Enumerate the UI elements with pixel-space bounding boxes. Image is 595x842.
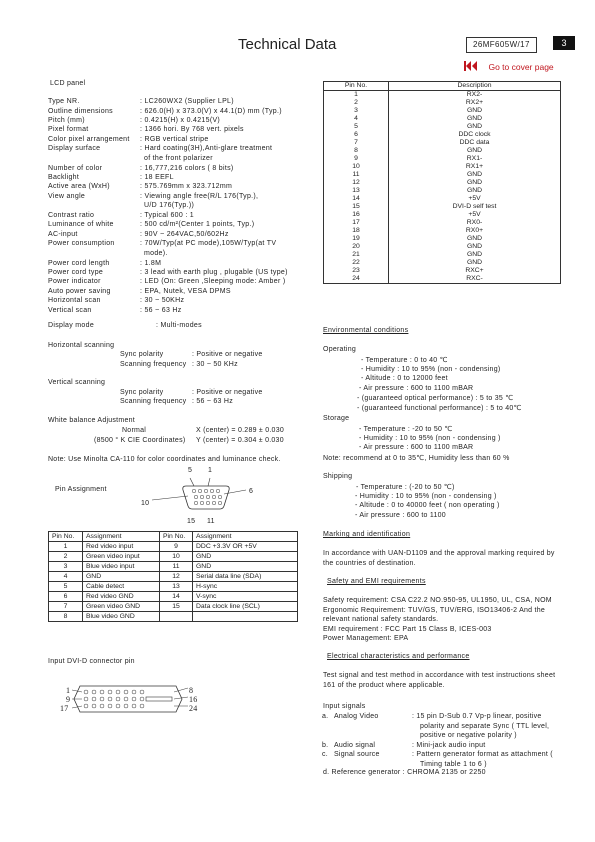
- input-key: a.: [322, 713, 329, 720]
- dvi-pin-24-label: 24: [189, 704, 198, 713]
- list-line: - Altitude : 0 to 40000 feet ( non operating ): [355, 502, 500, 510]
- dvi-pin-1-label: 1: [66, 686, 71, 695]
- wb-cie-label: (8500 ° K CIE Coordinates): [94, 437, 186, 444]
- dvi-table-row: [324, 179, 561, 187]
- dvi-table-row: [324, 139, 561, 147]
- spec-label: Power cord length: [48, 260, 110, 267]
- electrical-line-1: Test signal and test method in accordance with test instructions sheet: [323, 672, 556, 679]
- vga-table-cell: 8: [49, 612, 83, 622]
- spec-row: [48, 240, 276, 247]
- input-key: b.: [322, 742, 329, 749]
- spec-value: : 30 ~ 50KHz: [140, 297, 185, 304]
- spec-value: : 1.8M: [140, 260, 162, 267]
- dvi-table-row: [324, 203, 561, 211]
- vga-table-cell: 12: [160, 572, 193, 582]
- vga-table-row: [49, 562, 298, 572]
- spec-row: [48, 212, 194, 219]
- dvi-table-row: [324, 171, 561, 179]
- list-line: - Air pressure : 600 to 1100 mBAR: [359, 444, 474, 452]
- vscan-polarity-value: : Positive or negative: [192, 389, 263, 396]
- dvi-table-cell: 3: [324, 107, 389, 115]
- vga-table-cell: H-sync: [193, 582, 298, 592]
- spec-label: Contrast ratio: [48, 212, 95, 219]
- input-value: : Mini-jack audio input: [412, 742, 486, 749]
- dvi-table-cell: 14: [324, 195, 389, 203]
- spec-label: Pixel format: [48, 126, 89, 133]
- spec-label: Active area (WxH): [48, 183, 110, 190]
- vga-pin-table: [48, 531, 298, 622]
- dvi-table-cell: 22: [324, 259, 389, 267]
- dvi-table-cell: 11: [324, 171, 389, 179]
- vga-table-cell: 11: [160, 562, 193, 572]
- dvi-table-cell: RX0+: [389, 227, 561, 235]
- dvi-table-cell: RX0-: [389, 219, 561, 227]
- dvi-table-row: [324, 91, 561, 100]
- dvi-table-row: [324, 275, 561, 284]
- spec-label: Vertical scan: [48, 307, 92, 314]
- dvi-label: Input DVI-D connector pin: [48, 658, 135, 665]
- spec-value: : 70W/Typ(at PC mode),105W/Typ(at TV: [140, 240, 277, 247]
- spec-value: : 3 lead with earth plug , plugable (US type): [140, 269, 288, 276]
- list-line: relevant national safety standards.: [323, 616, 439, 624]
- dvi-table-cell: RX2+: [389, 99, 561, 107]
- spec-value: : 56 ~ 63 Hz: [140, 307, 182, 314]
- vga-table-cell: GND: [83, 572, 160, 582]
- vga-pin-11-label: 11: [207, 518, 215, 525]
- vga-table-cell: V-sync: [193, 592, 298, 602]
- vga-pin-10-label: 10: [141, 500, 150, 507]
- dvi-table-cell: 16: [324, 211, 389, 219]
- spec-row: [48, 307, 182, 314]
- cover-link-label: Go to cover page: [488, 62, 554, 72]
- dvi-table-cell: 8: [324, 147, 389, 155]
- vga-table-cell: Cable detect: [83, 582, 160, 592]
- vscan-polarity-label: Sync polarity: [120, 389, 164, 396]
- env-heading: Environmental conditions: [323, 327, 409, 334]
- vga-table-cell: DDC +3.3V OR +5V: [193, 542, 298, 552]
- list-line: - Temperature : -20 to 50 ℃: [359, 426, 453, 433]
- spec-value: : 16,777,216 colors ( 8 bits): [140, 165, 234, 172]
- vga-table-header: Assignment: [193, 532, 298, 542]
- dvi-table-header: Pin No.: [324, 82, 389, 91]
- dvi-table-cell: GND: [389, 107, 561, 115]
- spec-value: : Typical 600 : 1: [140, 212, 195, 219]
- dvi-table-row: [324, 123, 561, 131]
- list-line: - Temperature : (-20 to 50 ℃): [356, 484, 455, 491]
- dvi-table-cell: 21: [324, 251, 389, 259]
- marking-line-1: In accordance with UAN-D1109 and the approval marking required by: [323, 550, 555, 557]
- dvi-table-row: [324, 267, 561, 275]
- dvi-table-cell: RX1+: [389, 163, 561, 171]
- dvi-table-row: [324, 235, 561, 243]
- spec-row: [48, 117, 220, 124]
- spec-row: [48, 231, 229, 238]
- spec-row: [48, 278, 285, 285]
- spec-row: [48, 221, 254, 228]
- vga-table-row: [49, 582, 298, 592]
- spec-row: [48, 136, 209, 143]
- spec-value: : 575.769mm x 323.712mm: [140, 183, 233, 190]
- dvi-table-cell: RXC-: [389, 275, 561, 284]
- input-value: positive or negative polarity ): [420, 732, 517, 739]
- dvi-table-row: [324, 195, 561, 203]
- env-storage-label: Storage: [323, 415, 350, 422]
- pin-assignment-label: Pin Assignment: [55, 486, 107, 493]
- dvi-table-cell: 4: [324, 115, 389, 123]
- spec-value: : RGB vertical stripe: [140, 136, 209, 143]
- dvi-table-row: [324, 115, 561, 123]
- dvi-table-cell: 15: [324, 203, 389, 211]
- dvi-table-cell: RXC+: [389, 267, 561, 275]
- spec-value: : 500 cd/m²(Center 1 points, Typ.): [140, 221, 255, 228]
- skip-back-icon: [464, 61, 478, 71]
- dvi-table-cell: GND: [389, 243, 561, 251]
- dvi-table-cell: 19: [324, 235, 389, 243]
- hscan-frequency-value: : 30 ~ 50 KHz: [192, 361, 238, 368]
- display-mode-value: : Multi-modes: [156, 322, 202, 329]
- dvi-table-row: [324, 147, 561, 155]
- dvi-table-row: [324, 131, 561, 139]
- spec-label: Number of color: [48, 165, 103, 172]
- page-title: Technical Data: [238, 36, 337, 53]
- electrical-heading: Electrical characteristics and performance: [327, 653, 470, 660]
- dvi-table-row: [324, 155, 561, 163]
- spec-row: [48, 174, 174, 181]
- dvi-table-cell: +5V: [389, 211, 561, 219]
- spec-label: Type NR.: [48, 98, 80, 105]
- dvi-table-cell: 13: [324, 187, 389, 195]
- spec-row: [48, 193, 258, 200]
- spec-row: [48, 288, 231, 295]
- vga-table-cell: Green video input: [83, 552, 160, 562]
- dvi-table-row: [324, 211, 561, 219]
- vga-table-cell: 3: [49, 562, 83, 572]
- dvi-table-cell: DDC data: [389, 139, 561, 147]
- spec-row: [48, 108, 282, 115]
- spec-value: U/D 176(Typ.)): [144, 202, 195, 209]
- dvi-table-row: [324, 99, 561, 107]
- list-line: Power Management: EPA: [323, 635, 409, 643]
- vga-table-cell: 9: [160, 542, 193, 552]
- hscan-polarity-label: Sync polarity: [120, 351, 164, 358]
- dvi-table-header: Description: [389, 82, 561, 91]
- hscan-heading: Horizontal scanning: [48, 342, 115, 349]
- list-line: - Temperature : 0 to 40 ℃: [361, 357, 448, 364]
- spec-value: : 18 EEFL: [140, 174, 174, 181]
- safety-heading: Safety and EMI requirements: [327, 578, 426, 585]
- spec-label: Backlight: [48, 174, 80, 181]
- dvi-table-cell: DDC clock: [389, 131, 561, 139]
- vga-table-cell: Red video input: [83, 542, 160, 552]
- dvi-table-cell: 20: [324, 243, 389, 251]
- spec-label: Power indicator: [48, 278, 101, 285]
- dvi-table-cell: GND: [389, 115, 561, 123]
- input-value: polarity and separate Sync ( TTL level,: [420, 723, 550, 730]
- dvi-table-cell: 10: [324, 163, 389, 171]
- vga-table-cell: 10: [160, 552, 193, 562]
- dvi-table-row: [324, 227, 561, 235]
- spec-label: AC-input: [48, 231, 78, 238]
- input-signals-heading: Input signals: [323, 703, 366, 710]
- input-value: Timing table 1 to 6 ): [420, 761, 487, 768]
- vga-table-row: [49, 602, 298, 612]
- env-note: Note: recommend at 0 to 35℃, Humidity less than 60 %: [323, 455, 510, 462]
- hscan-frequency-label: Scanning frequency: [120, 361, 187, 368]
- spec-value: of the front polarizer: [144, 155, 213, 162]
- page-number: 3: [553, 36, 575, 50]
- dvi-table-row: [324, 251, 561, 259]
- dvi-table-row: [324, 163, 561, 171]
- dvi-table-cell: 1: [324, 91, 389, 100]
- vga-table-header: Assignment: [83, 532, 160, 542]
- vga-table-cell: Data clock line (SCL): [193, 602, 298, 612]
- input-key: c.: [322, 751, 328, 758]
- dvi-table-cell: 23: [324, 267, 389, 275]
- dvi-pin-9-label: 9: [66, 695, 71, 704]
- dvi-table-row: [324, 243, 561, 251]
- vga-table-cell: 15: [160, 602, 193, 612]
- spec-label: Outline dimensions: [48, 108, 113, 115]
- dvi-pin-16-label: 16: [189, 695, 198, 704]
- dvi-table-row: [324, 107, 561, 115]
- dvi-table-cell: 6: [324, 131, 389, 139]
- input-value: : Pattern generator format as attachment (: [412, 751, 553, 758]
- spec-label: Auto power saving: [48, 288, 111, 295]
- vga-table-cell: Serial data line (SDA): [193, 572, 298, 582]
- dvi-table-cell: GND: [389, 179, 561, 187]
- dvi-pin-table: [323, 81, 561, 284]
- spec-value: : 1366 hori. By 768 vert. pixels: [140, 126, 244, 133]
- vga-table-header: Pin No.: [49, 532, 83, 542]
- spec-value: mode).: [144, 250, 168, 257]
- vga-pin-15-label: 15: [187, 518, 196, 525]
- marking-heading: Marking and identification: [323, 531, 411, 538]
- dvi-table-cell: GND: [389, 235, 561, 243]
- list-line: - Altitude : 0 to 12000 feet: [361, 375, 448, 382]
- vga-pin-5-label: 5: [188, 467, 193, 474]
- spec-label: Horizontal scan: [48, 297, 101, 304]
- spec-row: [48, 155, 213, 162]
- display-mode-label: Display mode: [48, 322, 95, 329]
- spec-row: [48, 269, 288, 276]
- dvi-pin-8-label: 8: [189, 686, 194, 695]
- vga-table-cell: 6: [49, 592, 83, 602]
- spec-label: Color pixel arrangement: [48, 136, 130, 143]
- electrical-line-2: 161 of the product where applicable.: [323, 682, 445, 689]
- vga-table-cell: 5: [49, 582, 83, 592]
- vga-table-cell: GND: [193, 552, 298, 562]
- spec-label: Pitch (mm): [48, 117, 85, 124]
- vga-table-cell: 13: [160, 582, 193, 592]
- vga-table-row: [49, 552, 298, 562]
- dvi-table-cell: 12: [324, 179, 389, 187]
- wb-normal-label: Normal: [122, 427, 147, 434]
- reference-generator-line: d. Reference generator : CHROMA 2135 or 2250: [323, 769, 486, 776]
- vga-table-cell: 14: [160, 592, 193, 602]
- wb-heading: White balance Adjustment: [48, 417, 135, 424]
- spec-row: [48, 250, 168, 257]
- spec-row: [48, 183, 232, 190]
- vga-table-row: [49, 592, 298, 602]
- lcd-heading: LCD panel: [50, 80, 86, 87]
- spec-label: Display surface: [48, 145, 101, 152]
- dvi-table-cell: GND: [389, 123, 561, 131]
- spec-value: : Hard coating(3H),Anti-glare treatment: [140, 145, 273, 152]
- list-line: Ergonomic Requirement: TUV/GS, TUV/ERG, ISO13406-2 And the: [323, 606, 546, 614]
- dvi-table-cell: GND: [389, 147, 561, 155]
- spec-row: [48, 297, 184, 304]
- list-line: - Humidity : 10 to 95% (non - condensing): [361, 365, 501, 373]
- spec-row: [48, 260, 161, 267]
- wb-x-value: X (center) = 0.289 ± 0.030: [196, 427, 284, 434]
- input-label: Audio signal: [334, 742, 376, 749]
- dvi-table-cell: 5: [324, 123, 389, 131]
- list-line: - (guaranteed optical performance) : 5 to 35 ℃: [357, 395, 514, 402]
- dvi-table-cell: GND: [389, 259, 561, 267]
- vga-table-cell: Green video GND: [83, 602, 160, 612]
- list-line: EMI requirement : FCC Part 15 Class B, ICES-003: [323, 625, 492, 633]
- vga-pin-1-label: 1: [208, 467, 213, 474]
- wb-y-value: Y (center) = 0.304 ± 0.030: [196, 437, 284, 444]
- input-value: : 15 pin D-Sub 0.7 Vp-p linear, positive: [412, 713, 542, 720]
- spec-row: [48, 145, 272, 152]
- dvi-table-cell: GND: [389, 251, 561, 259]
- dvi-table-cell: GND: [389, 187, 561, 195]
- spec-value: : EPA, Nutek, VESA DPMS: [140, 288, 231, 295]
- spec-label: View angle: [48, 193, 86, 200]
- dvi-table-cell: 24: [324, 275, 389, 284]
- minolta-note: Note: Use Minolta CA-110 for color coordinates and luminance check.: [48, 456, 281, 463]
- list-line: - (guaranteed functional performance) : 5 to 40℃: [357, 404, 522, 412]
- dvi-table-cell: 7: [324, 139, 389, 147]
- dvi-table-cell: RX1-: [389, 155, 561, 163]
- list-line: - Air pressure : 600 to 1100 mBAR: [359, 384, 474, 392]
- dvi-table-cell: 18: [324, 227, 389, 235]
- spec-label: Power cord type: [48, 269, 104, 276]
- vga-table-header: Pin No.: [160, 532, 193, 542]
- spec-label: Luminance of white: [48, 221, 114, 228]
- spec-row: [48, 98, 234, 105]
- dvi-table-cell: DVI-D self test: [389, 203, 561, 211]
- list-line: - Humidity : 10 to 95% (non - condensing ): [359, 434, 501, 442]
- input-label: Signal source: [334, 751, 380, 758]
- vga-table-cell: GND: [193, 562, 298, 572]
- spec-value: : 0.4215(H) x 0.4215(V): [140, 117, 221, 124]
- list-line: - Air pressure : 600 to 1100: [355, 511, 446, 519]
- model-number-box: 26MF605W/17: [466, 37, 537, 53]
- hscan-polarity-value: : Positive or negative: [192, 351, 263, 358]
- display-mode-row: [48, 322, 202, 329]
- spec-value: : LED (On: Green ,Sleeping mode: Amber ): [140, 278, 286, 285]
- spec-value: : LC260WX2 (Supplier LPL): [140, 98, 234, 105]
- vga-table-row: [49, 572, 298, 582]
- vga-table-cell: 2: [49, 552, 83, 562]
- vga-table-cell: 1: [49, 542, 83, 552]
- vga-table-cell: [160, 612, 193, 622]
- env-operating-label: Operating: [323, 346, 356, 353]
- env-shipping-label: Shipping: [323, 473, 353, 480]
- spec-value: : 90V ~ 264VAC,50/602Hz: [140, 231, 229, 238]
- vscan-frequency-value: : 56 ~ 63 Hz: [192, 398, 233, 405]
- vscan-frequency-label: Scanning frequency: [120, 398, 187, 405]
- input-label: Analog Video: [334, 713, 379, 720]
- vga-table-cell: Red video GND: [83, 592, 160, 602]
- spec-row: [48, 202, 194, 209]
- dvi-connector-diagram: [72, 684, 192, 714]
- spec-row: [48, 165, 234, 172]
- dvi-pin-17-label: 17: [60, 704, 69, 713]
- spec-row: [48, 126, 244, 133]
- vscan-heading: Vertical scanning: [48, 379, 106, 386]
- vga-table-cell: [193, 612, 298, 622]
- dvi-table-row: [324, 259, 561, 267]
- list-line: Safety requirement: CSA C22.2 NO.950-95, UL1950, UL, CSA, NOM: [323, 597, 552, 604]
- dvi-table-cell: 17: [324, 219, 389, 227]
- vga-table-cell: 4: [49, 572, 83, 582]
- dvi-table-row: [324, 187, 561, 195]
- dvi-table-cell: +5V: [389, 195, 561, 203]
- spec-value: : Viewing angle free(R/L 176(Typ.),: [140, 193, 259, 200]
- spec-label: Power consumption: [48, 240, 115, 247]
- dvi-table-row: [324, 219, 561, 227]
- vga-table-cell: 7: [49, 602, 83, 612]
- dvi-table-cell: RX2-: [389, 91, 561, 100]
- vga-table-cell: Blue video GND: [83, 612, 160, 622]
- dvi-table-cell: 9: [324, 155, 389, 163]
- list-line: - Humidity : 10 to 95% (non - condensing ): [355, 492, 497, 500]
- vga-pin-6-label: 6: [249, 488, 254, 495]
- vga-connector-diagram: [150, 476, 250, 516]
- dvi-table-cell: GND: [389, 171, 561, 179]
- spec-value: : 626.0(H) x 373.0(V) x 44.1(D) mm (Typ.): [140, 108, 282, 115]
- marking-line-2: the countries of destination.: [323, 560, 416, 567]
- vga-table-cell: Blue video input: [83, 562, 160, 572]
- vga-table-row: [49, 542, 298, 552]
- vga-table-row: [49, 612, 298, 622]
- cover-link[interactable]: [464, 57, 554, 75]
- dvi-table-cell: 2: [324, 99, 389, 107]
